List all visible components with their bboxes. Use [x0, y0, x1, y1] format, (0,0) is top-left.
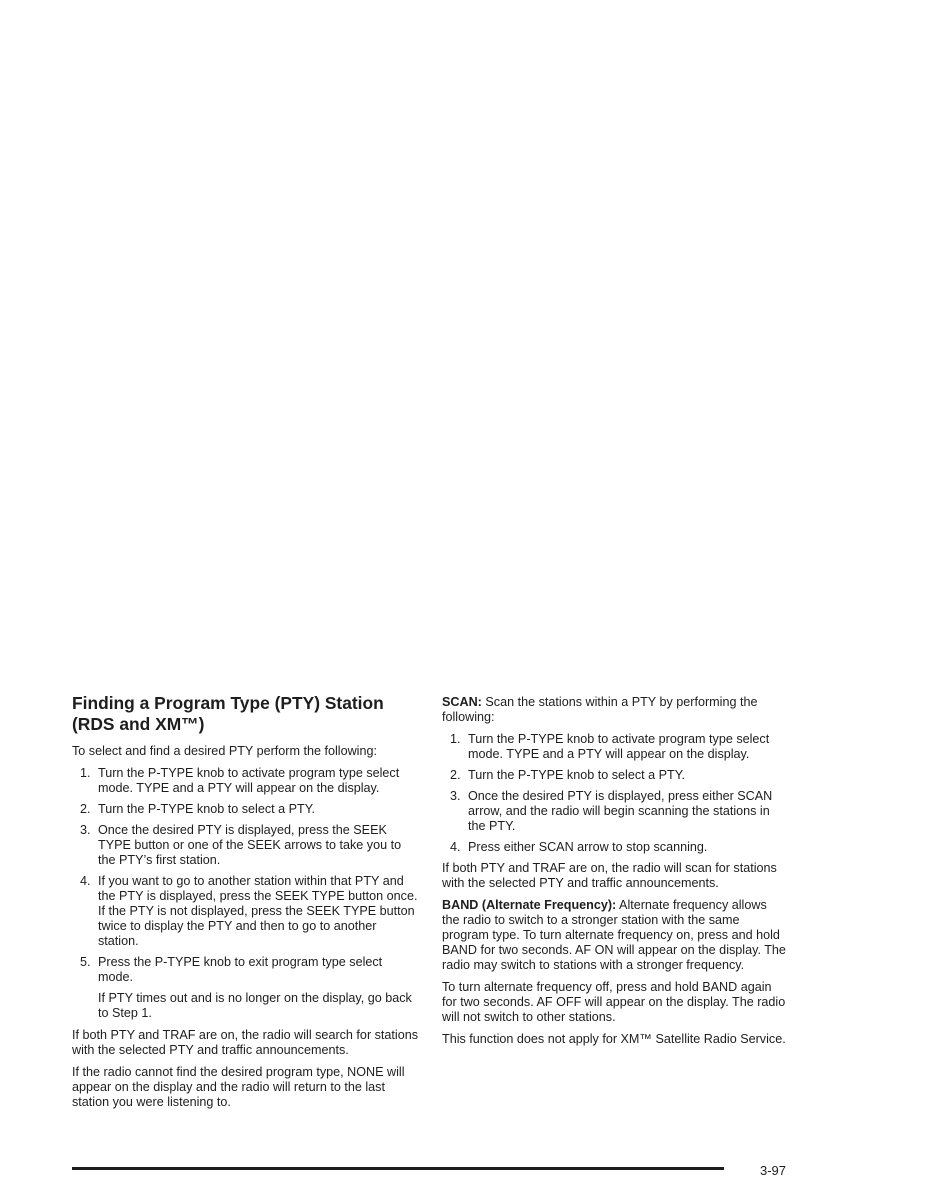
- scan-steps-list: [442, 732, 787, 855]
- scan-text: Scan the stations within a PTY by performing the following:: [442, 695, 758, 724]
- traf-search-paragraph: If both PTY and TRAF are on, the radio will search for stations with the selected PTY and traffic announcements.: [72, 1028, 419, 1057]
- step-number: 4.: [450, 840, 461, 854]
- timeout-note: If PTY times out and is no longer on the display, go back to Step 1.: [98, 991, 412, 1020]
- xm-paragraph: This function does not apply for XM™ Satellite Radio Service.: [442, 1032, 786, 1046]
- page-number: 3-97: [760, 1163, 787, 1178]
- step-number: 1.: [450, 732, 461, 746]
- heading-line-2: (RDS and XM™): [72, 714, 205, 734]
- step-number: 3.: [450, 789, 461, 803]
- left-column: [72, 693, 420, 1117]
- step-text: Press the P-TYPE knob to exit program type select mode.: [98, 955, 383, 984]
- list-item: [72, 802, 420, 817]
- step-text: Turn the P-TYPE knob to activate program type select mode. TYPE and a PTY will appear on the display.: [98, 766, 400, 795]
- step-text: Turn the P-TYPE knob to select a PTY.: [468, 768, 685, 782]
- step-number: 2.: [80, 802, 91, 816]
- scan-label: SCAN:: [442, 695, 482, 709]
- none-paragraph: If the radio cannot find the desired program type, NONE will appear on the display and the radio will return to the last station you were listening to.: [72, 1065, 405, 1109]
- band-paragraph: [442, 898, 787, 973]
- list-item: [72, 766, 420, 796]
- heading-line-1: Finding a Program Type (PTY) Station: [72, 693, 384, 713]
- band-text: Alternate frequency allows the radio to switch to a stronger station with the same program type. To turn alternate frequency on, press and hold BAND for two seconds. AF ON will appear on the display. The radio may switch to stations with a stronger frequency.: [442, 898, 786, 972]
- intro-paragraph: To select and find a desired PTY perform the following:: [72, 744, 377, 758]
- step-text: Turn the P-TYPE knob to activate program type select mode. TYPE and a PTY will appear on the display.: [468, 732, 770, 761]
- list-item: [72, 955, 420, 985]
- step-text: Turn the P-TYPE knob to select a PTY.: [98, 802, 315, 816]
- list-item: [442, 840, 787, 855]
- step-number: 5.: [80, 955, 91, 969]
- band-label: BAND (Alternate Frequency):: [442, 898, 617, 912]
- right-column: [442, 695, 787, 1054]
- list-item: [72, 823, 420, 868]
- scan-paragraph: [442, 695, 787, 725]
- list-item: [72, 874, 420, 949]
- step-text: Once the desired PTY is displayed, press either SCAN arrow, and the radio will begin scanning the stations in the PTY.: [468, 789, 773, 833]
- step-number: 4.: [80, 874, 91, 888]
- section-heading: [72, 693, 420, 735]
- step-number: 2.: [450, 768, 461, 782]
- pty-steps-list: [72, 766, 420, 985]
- step-text: Press either SCAN arrow to stop scanning.: [468, 840, 708, 854]
- footer-rule: [72, 1167, 724, 1170]
- step-text: If you want to go to another station within that PTY and the PTY is displayed, press the SEEK TYPE button once. If the PTY is not displayed, press the SEEK TYPE button twice to display the PTY and then to go to another station.: [98, 874, 418, 948]
- step-number: 3.: [80, 823, 91, 837]
- af-off-paragraph: To turn alternate frequency off, press and hold BAND again for two seconds. AF OFF will appear on the display. The radio will not switch to other stations.: [442, 980, 786, 1024]
- list-item: [442, 732, 787, 762]
- traf-scan-paragraph: If both PTY and TRAF are on, the radio will scan for stations with the selected PTY and traffic announcements.: [442, 861, 777, 890]
- step-text: Once the desired PTY is displayed, press the SEEK TYPE button or one of the SEEK arrows to take you to the PTY’s first station.: [98, 823, 402, 867]
- step-number: 1.: [80, 766, 91, 780]
- list-item: [442, 768, 787, 783]
- list-item: [442, 789, 787, 834]
